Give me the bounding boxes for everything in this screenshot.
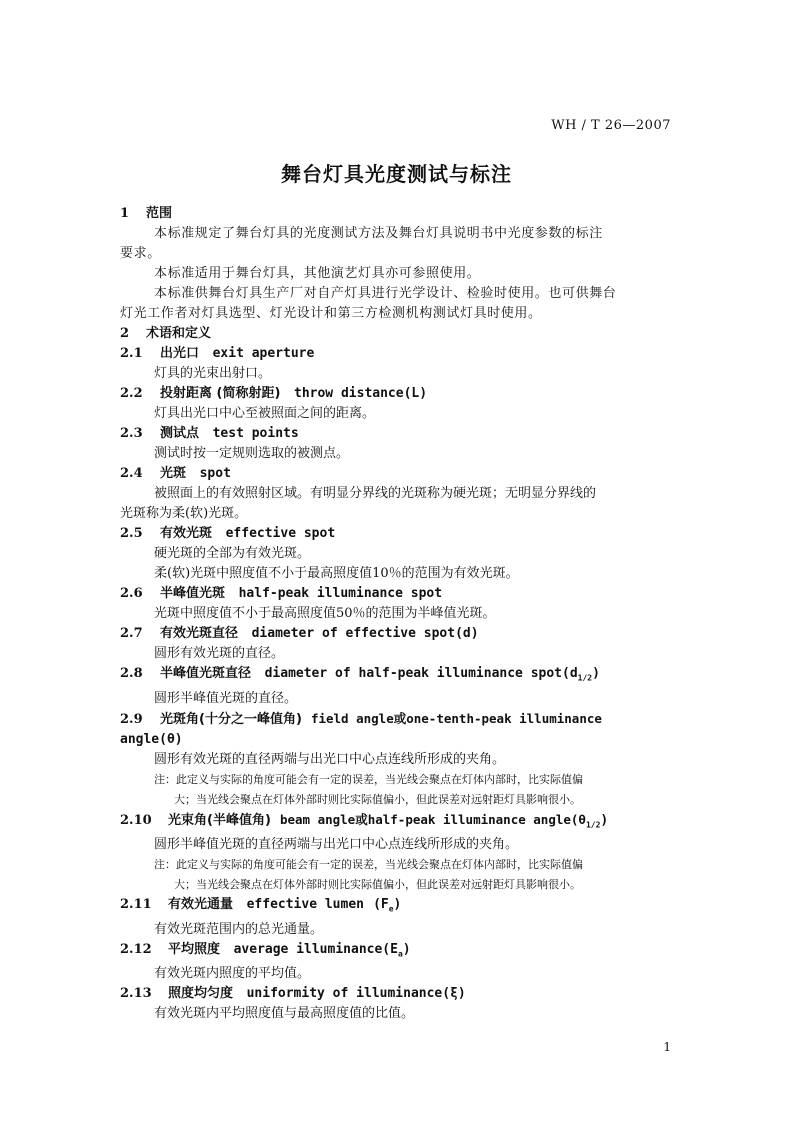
- term-2-9-definition: 圆形有效光斑的直径两端与出光口中心点连线所形成的夹角。: [154, 751, 506, 767]
- term-2-5-definition-1: 硬光斑的全部为有效光斑。: [154, 546, 311, 561]
- section-1-para-3: 本标准供舞台灯具生产厂对自产灯具进行光学设计、检验时使用。也可供舞台: [154, 286, 617, 301]
- section-1-para-3-cont: 灯光工作者对灯具选型、灯光设计和第三方检测机构测试灯具时使用。: [120, 306, 542, 321]
- term-2-12-heading: 2.12 平均照度 average $illuminance(E_a)$: [120, 941, 411, 959]
- term-2-2-definition: 灯具出光口中心至被照面之间的距离。: [154, 406, 376, 421]
- term-2-2-heading: 2.2 投射距离 (简称射距) throw distance(L): [120, 386, 428, 401]
- term-2-4-definition: 被照面上的有效照射区域。有明显分界线的光斑称为硬光斑；无明显分界线的: [154, 486, 597, 501]
- document-body: [120, 204, 672, 1024]
- term-2-7-definition: 圆形有效光斑的直径。: [154, 646, 285, 661]
- term-2-6-heading: 2.6 半峰值光斑 half-peak illuminance spot: [120, 586, 443, 601]
- term-2-3-heading: 2.3 测试点 test points: [120, 426, 299, 441]
- term-2-1-definition: 灯具的光束出射口。: [154, 366, 272, 381]
- term-2-10-note-cont: 大；当光线会聚点在灯体外部时则比实际值偏小，但此误差对远射距灯具影响很小。: [174, 878, 581, 892]
- section-1-para-2: 本标准适用于舞台灯具，其他演艺灯具亦可参照使用。: [154, 266, 481, 281]
- term-2-9-note: 注：此定义与实际的角度可能会有一定的误差，当光线会聚点在灯体内部时，比实际值偏: [154, 772, 583, 786]
- section-1-para-1: 本标准规定了舞台灯具的光度测试方法及舞台灯具说明书中光度参数的标注: [154, 226, 603, 241]
- section-1-heading: 1 范围: [120, 206, 173, 221]
- term-2-4-heading: 2.4 光斑 spot: [120, 466, 231, 481]
- term-2-10-note: 注：此定义与实际的角度可能会有一定的误差，当光线会聚点在灯体内部时，比实际值偏: [154, 858, 583, 872]
- term-2-9-heading-cont: angle(θ): [120, 731, 183, 747]
- document-title: 舞台灯具光度测试与标注: [281, 162, 512, 186]
- term-2-3-definition: 测试时按一定规则选取的被测点。: [154, 446, 350, 461]
- term-2-6-definition: 光斑中照度值不小于最高照度值50％的范围为半峰值光斑。: [154, 606, 496, 621]
- section-1-para-1-cont: 要求。: [120, 246, 161, 261]
- term-2-9-note-cont: 大；当光线会聚点在灯体外部时则比实际值偏小，但此误差对远射距灯具影响很小。: [174, 792, 581, 806]
- term-2-11-heading: 2.11 有效光通量 effective lumen $(F_e)$: [120, 897, 402, 914]
- term-2-7-heading: 2.7 有效光斑直径 diameter of effective spot(d): [120, 626, 479, 641]
- term-2-10-definition: 圆形半峰值光斑的直径两端与出光口中心点连线所形成的夹角。: [154, 837, 519, 853]
- page-number: 1: [663, 1040, 671, 1054]
- term-2-4-definition-cont: 光斑称为柔(软)光斑。: [120, 506, 248, 521]
- term-2-13-definition: 有效光斑内平均照度值与最高照度值的比值。: [154, 1006, 415, 1022]
- term-2-10-heading: 2.10 光束角(半峰值角) beam angle或half-peak illuminance $angle(\theta_{1/2})$: [120, 811, 609, 830]
- section-2-heading: 2 术语和定义: [120, 326, 212, 341]
- term-2-5-definition-2: 柔(软)光斑中照度值不小于最高照度值10％的范围为有效光斑。: [154, 566, 519, 581]
- term-2-1-heading: 2.1 出光口 exit aperture: [120, 346, 315, 361]
- term-2-8-heading: 2.8 半峰值光斑直径 diameter of half-peak illuminance $spot(d_{1/2})$: [120, 666, 600, 683]
- term-2-5-heading: 2.5 有效光斑 effective spot: [120, 526, 336, 541]
- term-2-9-heading: 2.9 光斑角(十分之一峰值角) field angle或one-tenth-peak illuminance: [120, 710, 602, 727]
- term-2-13-heading: 2.13 照度均匀度 uniformity of illuminance(ξ): [120, 986, 466, 1002]
- term-2-12-definition: 有效光斑内照度的平均值。: [154, 966, 311, 982]
- standard-code: WH / T 26—2007: [551, 118, 671, 133]
- term-2-8-definition: 圆形半峰值光斑的直径。: [154, 690, 298, 706]
- term-2-11-definition: 有效光斑范围内的总光通量。: [154, 921, 324, 937]
